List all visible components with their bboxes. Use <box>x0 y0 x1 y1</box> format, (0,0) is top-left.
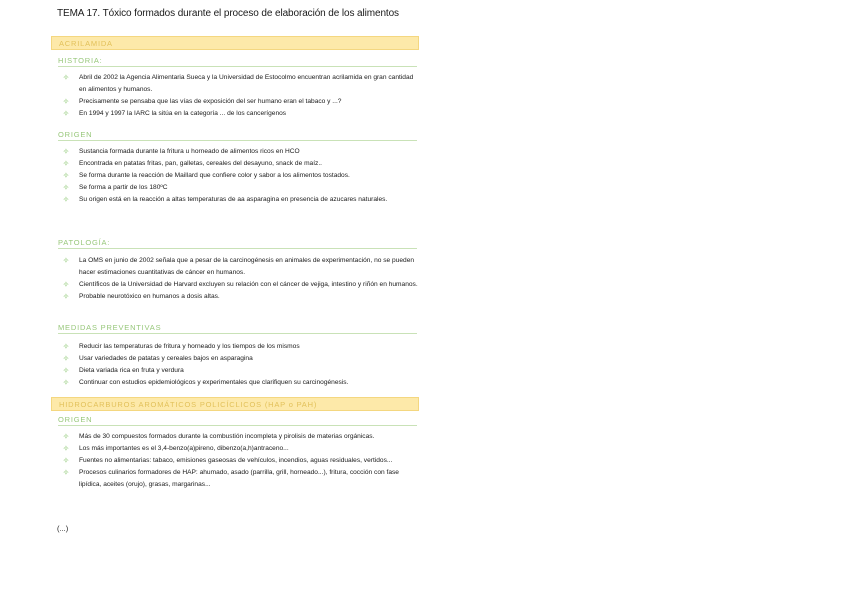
list-origen <box>58 146 418 206</box>
list-item: ✧ Usar variedades de patatas y cereales bajos en asparagina <box>62 354 253 363</box>
list-item: ✧ La OMS en junio de 2002 señala que a pesar de la carcinogénesis en animales de experimentación, no se pueden hacer estimaciones cuantitativas de cáncer en humanos. <box>62 256 415 276</box>
list-item: ✧ Fuentes no alimentarias: tabaco, emisiones gaseosas de vehículos, incendios, aguas residuales, vertidos... <box>62 456 393 465</box>
diamond-bullet-icon: ✧ <box>62 73 70 82</box>
list-item: ✧ Su origen está en la reacción a altas temperaturas de aa asparagina en presencia de azucares naturales. <box>62 195 388 204</box>
list-item: ✧ Sustancia formada durante la fritura u horneado de alimentos ricos en HCO <box>62 147 300 156</box>
list-item: ✧ Probable neurotóxico en humanos a dosis altas. <box>62 292 220 301</box>
list-item: ✧ Continuar con estudios epidemiológicos y experimentales que clarifiquen su carcinogénesis. <box>62 378 349 387</box>
diamond-bullet-icon: ✧ <box>62 432 70 441</box>
subsection-origen-hap: ORIGEN <box>58 415 417 426</box>
diamond-bullet-icon: ✧ <box>62 342 70 351</box>
list-item: ✧ Científicos de la Universidad de Harvard excluyen su relación con el cáncer de vejiga, intestino y riñón en humanos. <box>62 280 418 289</box>
diamond-bullet-icon: ✧ <box>62 195 70 204</box>
diamond-bullet-icon: ✧ <box>62 378 70 387</box>
list-item: ✧ Más de 30 compuestos formados durante la combustión incompleta y pirolisis de materias orgánicas. <box>62 432 375 441</box>
subsection-medidas-preventivas: MEDIDAS PREVENTIVAS <box>58 323 417 334</box>
diamond-bullet-icon: ✧ <box>62 280 70 289</box>
continuation-ellipsis: (...) <box>57 524 69 533</box>
diamond-bullet-icon: ✧ <box>62 456 70 465</box>
list-item: ✧ Los más importantes es el 3,4-benzo(a)pireno, dibenzo(a,h)antraceno... <box>62 444 289 453</box>
list-item: ✧ Abril de 2002 la Agencia Alimentaria Sueca y la Universidad de Estocolmo encuentran acrilamida en gran cantidad en alimentos y humanos. <box>62 73 414 93</box>
diamond-bullet-icon: ✧ <box>62 354 70 363</box>
list-historia <box>58 72 418 120</box>
subsection-patologia: PATOLOGÍA: <box>58 238 417 249</box>
diamond-bullet-icon: ✧ <box>62 292 70 301</box>
list-medidas <box>58 341 418 389</box>
list-item: ✧ Procesos culinarios formadores de HAP: ahumado, asado (parrilla, grill, horneado...), fritura, cocción con fase lipídica, aceites (orujo), grasas, margarinas... <box>62 468 399 488</box>
document-title: TEMA 17. Tóxico formados durante el proceso de elaboración de los alimentos <box>57 8 399 19</box>
diamond-bullet-icon: ✧ <box>62 444 70 453</box>
list-item: ✧ En 1994 y 1997 la IARC la sitúa en la categoría ... de los cancerígenos <box>62 109 287 118</box>
diamond-bullet-icon: ✧ <box>62 183 70 192</box>
list-patologia <box>58 255 418 303</box>
list-item: ✧ Se forma a partir de los 180ºC <box>62 183 168 192</box>
diamond-bullet-icon: ✧ <box>62 97 70 106</box>
list-item: ✧ Se forma durante la reacción de Maillard que confiere color y sabor a los alimentos tostados. <box>62 171 350 180</box>
diamond-bullet-icon: ✧ <box>62 147 70 156</box>
list-item: ✧ Dieta variada rica en fruta y verdura <box>62 366 184 375</box>
subsection-historia: HISTORIA: <box>58 56 417 67</box>
diamond-bullet-icon: ✧ <box>62 171 70 180</box>
subsection-origen: ORIGEN <box>58 130 417 141</box>
diamond-bullet-icon: ✧ <box>62 159 70 168</box>
section-band-acrilamida: ACRILAMIDA <box>51 36 419 50</box>
diamond-bullet-icon: ✧ <box>62 468 70 477</box>
diamond-bullet-icon: ✧ <box>62 366 70 375</box>
diamond-bullet-icon: ✧ <box>62 109 70 118</box>
section-band-hap: HIDROCARBUROS AROMÁTICOS POLICÍCLICOS (HAP o PAH) <box>51 397 419 411</box>
list-item: ✧ Reducir las temperaturas de fritura y horneado y los tiempos de los mismos <box>62 342 300 351</box>
list-item: ✧ Precisamente se pensaba que las vías de exposición del ser humano eran el tabaco y ...? <box>62 97 342 106</box>
list-item: ✧ Encontrada en patatas fritas, pan, galletas, cereales del desayuno, snack de maíz.. <box>62 159 323 168</box>
diamond-bullet-icon: ✧ <box>62 256 70 265</box>
list-origen-hap <box>58 431 418 491</box>
